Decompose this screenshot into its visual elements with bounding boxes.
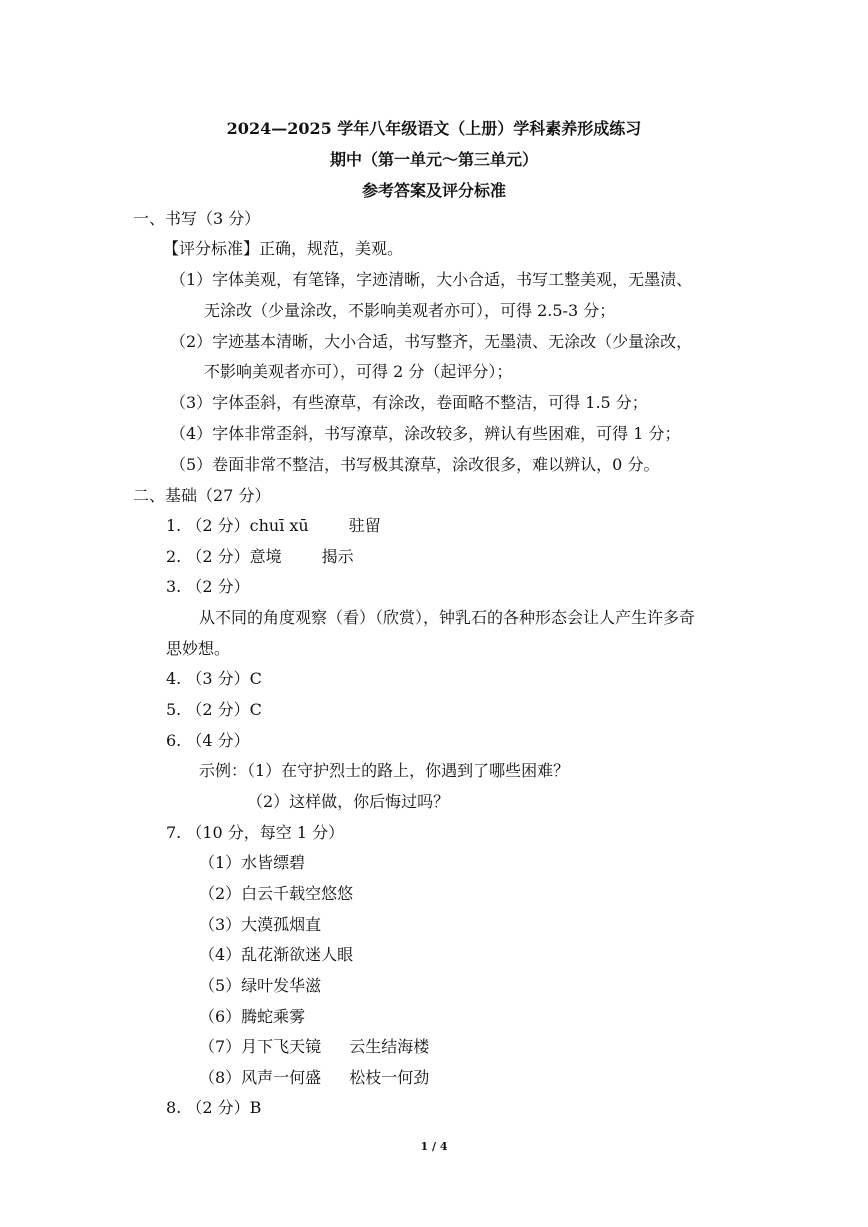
criteria-item-cont: 不影响美观者亦可），可得 2 分（起评分）； bbox=[204, 362, 513, 381]
criteria-item-cont: 无涂改（少量涂改，不影响美观者亦可），可得 2.5-3 分； bbox=[204, 301, 616, 320]
answer-7-left: （7）月下飞天镜 bbox=[199, 1037, 322, 1056]
criteria-item: （3）字体歪斜，有些潦草，有涂改，卷面略不整洁，可得 1.5 分； bbox=[170, 393, 648, 412]
document-type: 参考答案及评分标准 bbox=[361, 181, 506, 200]
criteria-item: （4）字体非常歪斜，书写潦草，涂改较多，辨认有些困难，可得 1 分； bbox=[170, 424, 681, 443]
question-7-answer: （5）绿叶发华滋 bbox=[199, 976, 322, 995]
page-number: 1 / 4 bbox=[420, 1140, 448, 1153]
criteria-item: （5）卷面非常不整洁，书写极其潦草，涂改很多，难以辨认，0 分。 bbox=[170, 455, 660, 474]
criteria-item: （1）字体美观，有笔锋，字迹清晰，大小合适，书写工整美观，无墨渍、 bbox=[170, 270, 693, 289]
question-6-label: 6. （4 分） bbox=[166, 731, 250, 750]
question-2 bbox=[166, 544, 354, 567]
question-3-answer: 从不同的角度观察（看）（欣赏），钟乳石的各种形态会让人产生许多奇 bbox=[199, 608, 696, 627]
question-7-answer: （4）乱花渐欲迷人眼 bbox=[199, 945, 354, 964]
question-2-label: 2. （2 分）意境 bbox=[166, 547, 282, 566]
question-7-answer: （2）白云千载空悠悠 bbox=[199, 884, 354, 903]
scoring-criteria: 【评分标准】正确，规范，美观。 bbox=[163, 239, 404, 258]
question-7-answer: （6）腾蛇乘雾 bbox=[199, 1007, 306, 1026]
question-6-example-1: 示例：（1）在守护烈士的路上，你遇到了哪些困难？ bbox=[199, 761, 570, 780]
question-4: 4. （3 分）C bbox=[166, 669, 262, 688]
answer-8-left: （8）风声一何盛 bbox=[199, 1068, 322, 1087]
question-1-label: 1. （2 分）chuī xū bbox=[166, 516, 309, 535]
question-7-answer-7 bbox=[199, 1034, 429, 1057]
section-1-heading: 一、书写（3 分） bbox=[133, 209, 261, 228]
question-1-answer: 驻留 bbox=[348, 516, 381, 535]
section-2-heading: 二、基础（27 分） bbox=[133, 486, 271, 505]
document-subtitle: 期中（第一单元～第三单元） bbox=[329, 150, 538, 169]
question-2-answer: 揭示 bbox=[321, 547, 354, 566]
question-1 bbox=[166, 513, 381, 536]
question-3-answer-cont: 思妙想。 bbox=[166, 639, 231, 658]
question-5: 5. （2 分）C bbox=[166, 700, 262, 719]
question-7-label: 7. （10 分，每空 1 分） bbox=[166, 823, 345, 842]
question-7-answer: （1）水皆缥碧 bbox=[199, 853, 306, 872]
question-8: 8. （2 分）B bbox=[166, 1098, 262, 1117]
question-7-answer-8 bbox=[199, 1065, 429, 1088]
answer-8-right: 松枝一何劲 bbox=[349, 1068, 430, 1087]
answer-7-right: 云生结海楼 bbox=[349, 1037, 430, 1056]
question-6-example-2: （2）这样做，你后悔过吗？ bbox=[247, 792, 450, 811]
question-7-answer: （3）大漠孤烟直 bbox=[199, 915, 322, 934]
document-title: 2024—2025 学年八年级语文（上册）学科素养形成练习 bbox=[226, 119, 642, 138]
question-3-label: 3. （2 分） bbox=[166, 577, 250, 596]
criteria-item: （2）字迹基本清晰，大小合适，书写整齐，无墨渍、无涂改（少量涂改， bbox=[170, 332, 693, 351]
